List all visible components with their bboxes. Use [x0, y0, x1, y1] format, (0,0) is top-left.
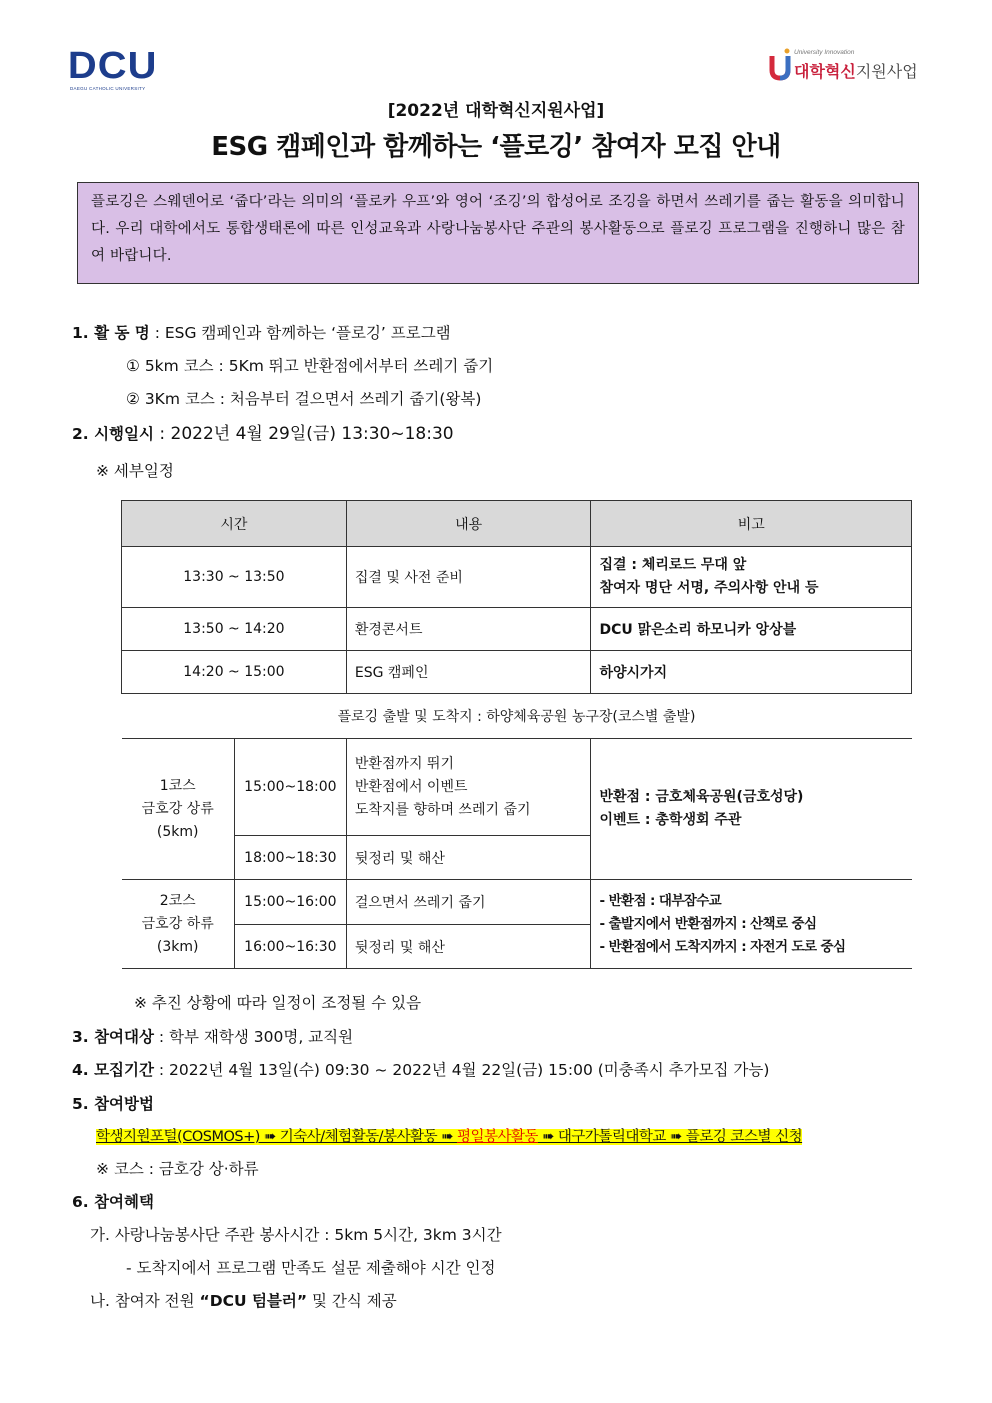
header-content: 내용 — [346, 501, 591, 547]
table-row: 14:20 ~ 15:00 ESG 캠페인 하양시가지 — [122, 651, 912, 694]
page-subtitle: [2022년 대학혁신지원사업] — [387, 101, 605, 121]
table-row-course1: 1코스 금호강 상류 (5km) 15:00~18:00 반환점까지 뛰기 반환점에서 이벤트 도착지를 향하며 쓰레기 줍기 반환점 : 금호체육공원(금호성당) 이벤트 : 총학생회 주관 — [122, 739, 912, 836]
table-header-row — [122, 501, 912, 547]
course-item-5km: ① 5km 코스 : 5Km 뛰고 반환점에서부터 쓰레기 줍기 — [126, 357, 494, 375]
course1-name: 1코스 금호강 상류 (5km) — [122, 739, 235, 880]
schedule-adjust-note: ※ 추진 상황에 따라 일정이 조정될 수 있음 — [134, 994, 422, 1012]
schedule-note: ※ 세부일정 — [96, 462, 174, 480]
course-item-3km: ② 3Km 코스 : 처음부터 걸으면서 쓰레기 줍기(왕복) — [126, 390, 482, 408]
application-path: 학생지원포털(COSMOS+) ➠ 기숙사/체험활동/봉사활동 ➠ 평일봉사활동 ➠ 대구가톨릭대학교 ➠ 플로깅 코스별 신청 — [96, 1129, 803, 1145]
table-row: 18:00~18:30 뒷정리 및 해산 — [122, 836, 912, 880]
table-row: 13:50 ~ 14:20 환경콘서트 DCU 맑은소리 하모니카 앙상블 — [122, 608, 912, 651]
benefit-survey-note: - 도착지에서 프로그램 만족도 설문 제출해야 시간 인정 — [126, 1259, 496, 1277]
section-method: 5. 참여방법 — [72, 1095, 154, 1113]
course-note: ※ 코스 : 금호강 상·하류 — [96, 1160, 259, 1178]
section-activity-name: 1. 활 동 명 : ESG 캠페인과 함께하는 ‘플로깅’ 프로그램 — [72, 324, 451, 342]
ui-logo-main-text: 대학혁신지원사업 — [794, 62, 918, 81]
section-target: 3. 참여대상 : 학부 재학생 300명, 교직원 — [72, 1028, 354, 1046]
section-date: 2. 시행일시 : 2022년 4월 29일(금) 13:30~18:30 — [72, 424, 454, 444]
dcu-logo-text: DCU — [67, 45, 158, 87]
schedule-table — [121, 500, 912, 969]
intro-box: 플로깅은 스웨덴어로 ‘줍다’라는 의미의 ‘플로카 우프’와 영어 ‘조깅’의 합성어로 조깅을 하면서 쓰레기를 줍는 활동을 의미합니다. 우리 대학에서도 통합생태론에 따른 인성교육과 사랑나눔봉사단 주관의 봉사활동으로 플로깅 프로그램을 진행하니 많은 참여 바랍니다. — [77, 182, 919, 284]
ui-logo-small-text: University Innovation — [794, 49, 855, 56]
ui-logo-icon — [768, 48, 792, 82]
section-period: 4. 모집기간 : 2022년 4월 13일(수) 09:30 ~ 2022년 4월 22일(금) 15:00 (미충족시 추가모집 가능) — [72, 1061, 770, 1079]
header-time: 시간 — [122, 501, 347, 547]
header-note: 비고 — [591, 501, 912, 547]
page-title: ESG 캠페인과 함께하는 ‘플로깅’ 참여자 모집 안내 — [211, 132, 781, 162]
dcu-logo-subtitle: DAEGU CATHOLIC UNIVERSITY — [70, 86, 146, 91]
table-row-start-point: 플로깅 출발 및 도착지 : 하양체육공원 농구장(코스별 출발) — [122, 694, 912, 739]
benefit-tumbler: 나. 참여자 전원 “DCU 텀블러” 및 간식 제공 — [90, 1292, 397, 1310]
course2-name: 2코스 금호강 하류 (3km) — [122, 880, 235, 969]
university-innovation-logo — [768, 46, 928, 82]
table-row-course2: 2코스 금호강 하류 (3km) 15:00~16:00 걸으면서 쓰레기 줍기 - 반환점 : 대부잠수교 - 출발지에서 반환점까지 : 산책로 중심 - 반환점에서 도착지까지 : 자전거 도로 중심 — [122, 880, 912, 925]
section-benefits: 6. 참여혜택 — [72, 1193, 154, 1211]
benefit-volunteer-hours: 가. 사랑나눔봉사단 주관 봉사시간 : 5km 5시간, 3km 3시간 — [90, 1226, 502, 1244]
table-row: 13:30 ~ 13:50 집결 및 사전 준비 집결 : 체리로드 무대 앞 참여자 명단 서명, 주의사항 안내 등 — [122, 547, 912, 608]
table-row: 16:00~16:30 뒷정리 및 해산 — [122, 925, 912, 969]
dcu-logo — [67, 45, 158, 91]
